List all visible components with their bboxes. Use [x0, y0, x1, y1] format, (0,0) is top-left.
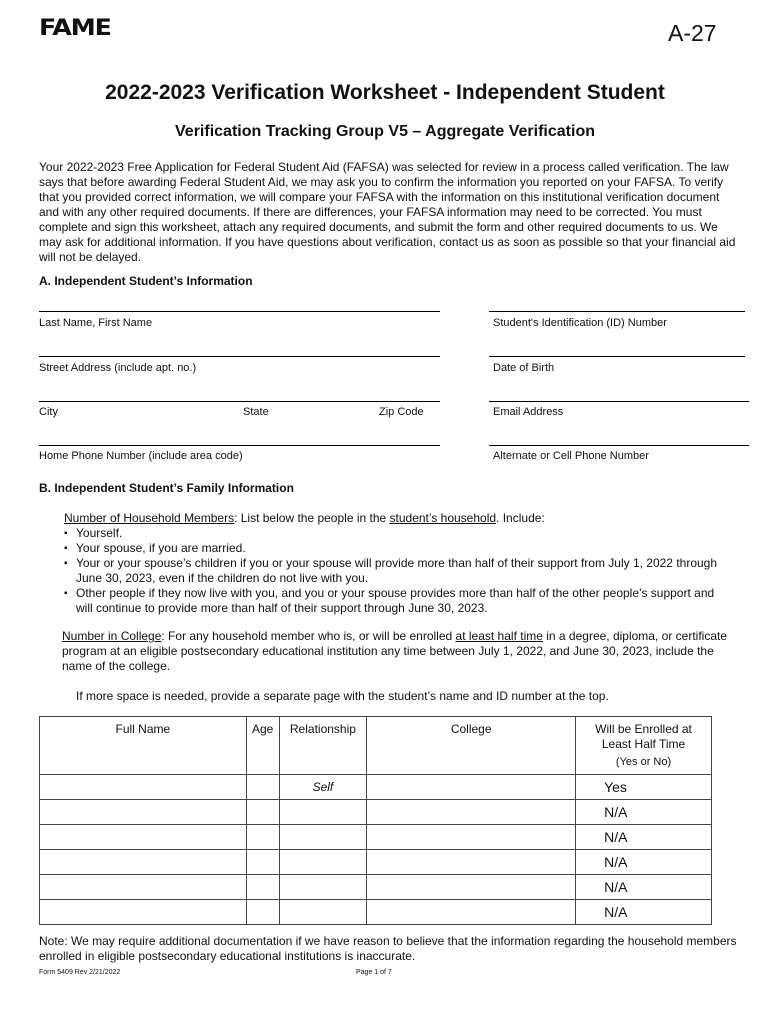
- age-cell[interactable]: [246, 825, 279, 850]
- table-row: [40, 850, 712, 875]
- relationship-cell[interactable]: [279, 825, 367, 850]
- relationship-cell[interactable]: [279, 900, 367, 925]
- full-name-cell[interactable]: [40, 850, 247, 875]
- college-cell[interactable]: [367, 775, 576, 800]
- household-lead-end: . Include:: [496, 511, 545, 525]
- list-item: ▪ Other people if they now live with you, and you or your spouse provides more than half of the other people’s support and will continue to provide more than half of their support through June 30, 2023.: [64, 586, 734, 616]
- intro-paragraph: Your 2022-2023 Free Application for Federal Student Aid (FAFSA) was selected for review in a process called verification. The law says that before awarding Federal Student Aid, we may ask you to confirm the information you reported on your FAFSA. To verify that you provided correct information, we will compare your FAFSA with the information on this institutional verification document and with any other required documents. If there are differences, your FAFSA information may need to be corrected. You must complete and sign this worksheet, attach any required documents, and submit the form and other required documents to us. We may ask for additional information. If you have questions about verification, contact us as soon as possible so that your financial aid will not be delayed.: [39, 160, 736, 264]
- age-cell[interactable]: [246, 800, 279, 825]
- age-cell[interactable]: [246, 900, 279, 925]
- enrolled-cell[interactable]: N/A: [576, 900, 712, 925]
- list-item: ▪ Your spouse, if you are married.: [64, 541, 734, 556]
- section-a-heading: A. Independent Student’s Information: [39, 274, 253, 288]
- table-row: [40, 825, 712, 850]
- page-number: Page 1 of 7: [356, 969, 392, 976]
- street-address-label: Street Address (include apt. no.): [39, 362, 197, 374]
- student-id-field[interactable]: [489, 311, 745, 312]
- enrolled-header-line2: Least Half Time: [601, 737, 686, 751]
- form-revision: Form 5409 Rev 2/21/2022: [39, 969, 121, 976]
- college-cell[interactable]: [367, 850, 576, 875]
- enrolled-header-line1: Will be Enrolled at: [595, 722, 692, 736]
- last-first-name-label: Last Name, First Name: [39, 317, 153, 329]
- cell-phone-label: Alternate or Cell Phone Number: [493, 450, 649, 462]
- date-of-birth-field[interactable]: [489, 356, 745, 357]
- household-members-title: Number of Household Members: [64, 511, 235, 525]
- full-name-cell[interactable]: [40, 900, 247, 925]
- number-in-college-paragraph: [62, 629, 732, 674]
- enrolled-header: [576, 717, 712, 775]
- household-lead-underlined: student’s household: [389, 511, 497, 525]
- home-phone-field[interactable]: [39, 445, 440, 446]
- street-address-field[interactable]: [39, 356, 440, 357]
- college-text-underlined: at least half time: [455, 629, 543, 643]
- college-text-a: : For any household member who is, or will be enrolled: [161, 629, 456, 643]
- age-cell[interactable]: [246, 775, 279, 800]
- relationship-header: Relationship: [279, 717, 367, 775]
- last-first-name-field[interactable]: [39, 311, 440, 312]
- enrolled-cell[interactable]: N/A: [576, 800, 712, 825]
- page-title: 2022-2023 Verification Worksheet - Independent Student: [105, 81, 665, 104]
- date-of-birth-label: Date of Birth: [493, 362, 555, 374]
- student-id-label: Student's Identification (ID) Number: [493, 317, 667, 329]
- college-cell[interactable]: [367, 875, 576, 900]
- enrolled-cell[interactable]: N/A: [576, 825, 712, 850]
- section-b-heading: B. Independent Student’s Family Information: [39, 481, 294, 495]
- age-header: Age: [246, 717, 279, 775]
- relationship-cell[interactable]: [279, 800, 367, 825]
- table-row: [40, 900, 712, 925]
- cell-phone-field[interactable]: [489, 445, 749, 446]
- college-header: College: [367, 717, 576, 775]
- relationship-cell[interactable]: [279, 875, 367, 900]
- relationship-cell[interactable]: [279, 850, 367, 875]
- full-name-header: Full Name: [40, 717, 247, 775]
- page-subtitle: Verification Tracking Group V5 – Aggregate Verification: [175, 123, 595, 140]
- college-cell[interactable]: [367, 800, 576, 825]
- city-label: City: [39, 406, 58, 418]
- full-name-cell[interactable]: [40, 800, 247, 825]
- zip-code-label: Zip Code: [379, 406, 424, 418]
- college-text-b: in a degree, diploma, or certificate program at an eligible postsecondary educational institution any time between July 1, 2022, and June 30, 2023, include the name of the college.: [62, 629, 728, 673]
- college-cell[interactable]: [367, 825, 576, 850]
- age-cell[interactable]: [246, 850, 279, 875]
- full-name-cell[interactable]: [40, 825, 247, 850]
- form-id: A-27: [668, 20, 717, 46]
- college-cell[interactable]: [367, 900, 576, 925]
- enrolled-cell[interactable]: Yes: [576, 775, 712, 800]
- full-name-cell[interactable]: [40, 875, 247, 900]
- enrolled-cell[interactable]: N/A: [576, 850, 712, 875]
- household-table: [39, 716, 712, 925]
- table-header-row: [40, 717, 712, 775]
- age-cell[interactable]: [246, 875, 279, 900]
- email-field[interactable]: [489, 401, 749, 402]
- fame-logo: FAME: [39, 16, 111, 41]
- extra-space-note: If more space is needed, provide a separate page with the student’s name and ID number at the top.: [76, 689, 609, 703]
- city-state-zip-field[interactable]: [39, 401, 440, 402]
- email-label: Email Address: [493, 406, 564, 418]
- state-label: State: [243, 406, 269, 418]
- home-phone-label: Home Phone Number (include area code): [39, 450, 243, 462]
- household-bullet-list: [64, 526, 734, 616]
- enrolled-header-line3: (Yes or No): [615, 756, 672, 768]
- table-row: [40, 775, 712, 800]
- enrolled-cell[interactable]: N/A: [576, 875, 712, 900]
- list-item: ▪ Yourself.: [64, 526, 734, 541]
- full-name-cell[interactable]: [40, 775, 247, 800]
- documentation-note: Note: We may require additional documentation if we have reason to believe that the information regarding the household members enrolled in eligible postsecondary educational institutions is inaccurate.: [39, 934, 737, 963]
- household-instructions: [64, 511, 734, 616]
- list-item: ▪ Your or your spouse’s children if you or your spouse will provide more than half of their support from July 1, 2022 through June 30, 2023, even if the children do not live with you.: [64, 556, 734, 586]
- relationship-cell[interactable]: Self: [279, 775, 367, 800]
- number-in-college-title: Number in College: [62, 629, 162, 643]
- household-lead-text: : List below the people in the: [234, 511, 390, 525]
- table-row: [40, 875, 712, 900]
- table-row: [40, 800, 712, 825]
